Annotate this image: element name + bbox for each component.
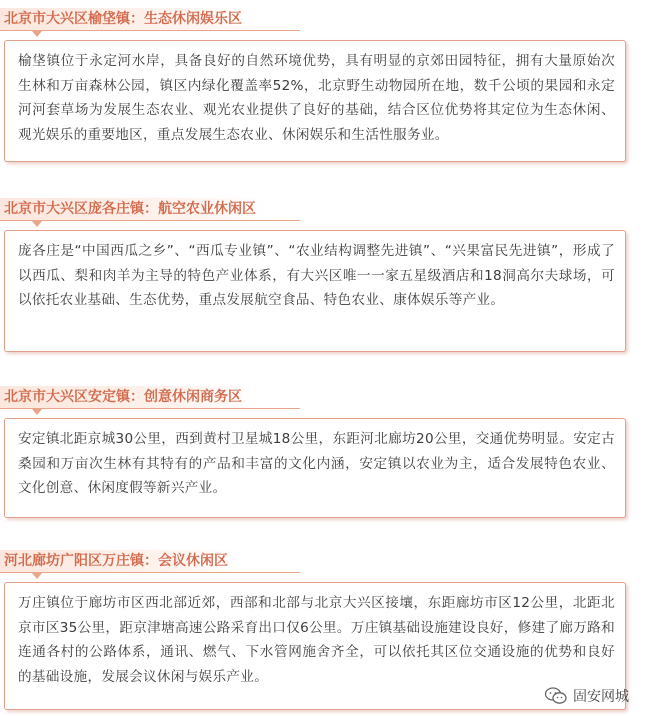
section-body: 万庄镇位于廊坊市区西北部近郊，西部和北部与北京大兴区接壤，东距廊坊市区12公里，北距北京市区35公里，距京津塘高速公路采育出口仅6公里。万庄镇基础设施建设良好，修建了廊万路和连通各村的公路体系，通讯、燃气、下水管网施舍齐全，可以依托其区位交通设施的优势和良好的基础设施，发展会议休闲与娱乐产业。 [4,582,626,710]
heading-underline [0,408,300,409]
heading-underline [0,220,300,221]
watermark-text: 固安网城 [573,689,629,705]
section-panggezhuang [0,190,645,308]
section-anding [0,378,645,496]
heading-notch [32,409,42,415]
section-body: 榆垡镇位于永定河水岸，具备良好的自然环境优势，具有明显的京郊田园特征，拥有大量原始次生林和万亩森林公园，镇区内绿化覆盖率52%，北京野生动物园所在地，数千公顷的果园和永定河河套草场为发展生态农业、观光农业提供了良好的基础，结合区位优势将其定位为生态休闲、观光娱乐的重要地区，重点发展生态农业、休闲娱乐和生活性服务业。 [4,40,626,162]
section-heading: 北京市大兴区榆垡镇：生态休闲娱乐区 [0,8,254,30]
section-heading: 北京市大兴区庞各庄镇：航空农业休闲区 [0,198,268,220]
section-body: 庞各庄是“中国西瓜之乡”、“西瓜专业镇”、“农业结构调整先进镇”、“兴果富民先进镇”，形成了以西瓜、梨和肉羊为主导的特色产业体系，有大兴区唯一一家五星级酒店和18洞高尔夫球场，可以依托农业基础、生态优势，重点发展航空食品、特色农业、康体娱乐等产业。 [4,230,626,352]
heading-underline [0,572,300,573]
section-wanzhuang [0,542,645,685]
heading-notch [32,31,42,37]
section-heading: 北京市大兴区安定镇：创意休闲商务区 [0,386,254,408]
heading-underline [0,30,300,31]
heading-notch [32,221,42,227]
section-body: 安定镇北距京城30公里，西到黄村卫星城18公里，东距河北廊坊20公里，交通优势明显。安定古桑园和万亩次生林有其特有的产品和丰富的文化内涵，安定镇以农业为主，适合发展特色农业、文化创意、休闲度假等新兴产业。 [4,418,626,518]
section-heading: 河北廊坊广阳区万庄镇：会议休闲区 [0,550,240,572]
source-watermark [545,686,629,706]
section-yufa [0,0,645,143]
heading-notch [32,573,42,579]
wechat-icon [545,687,567,705]
